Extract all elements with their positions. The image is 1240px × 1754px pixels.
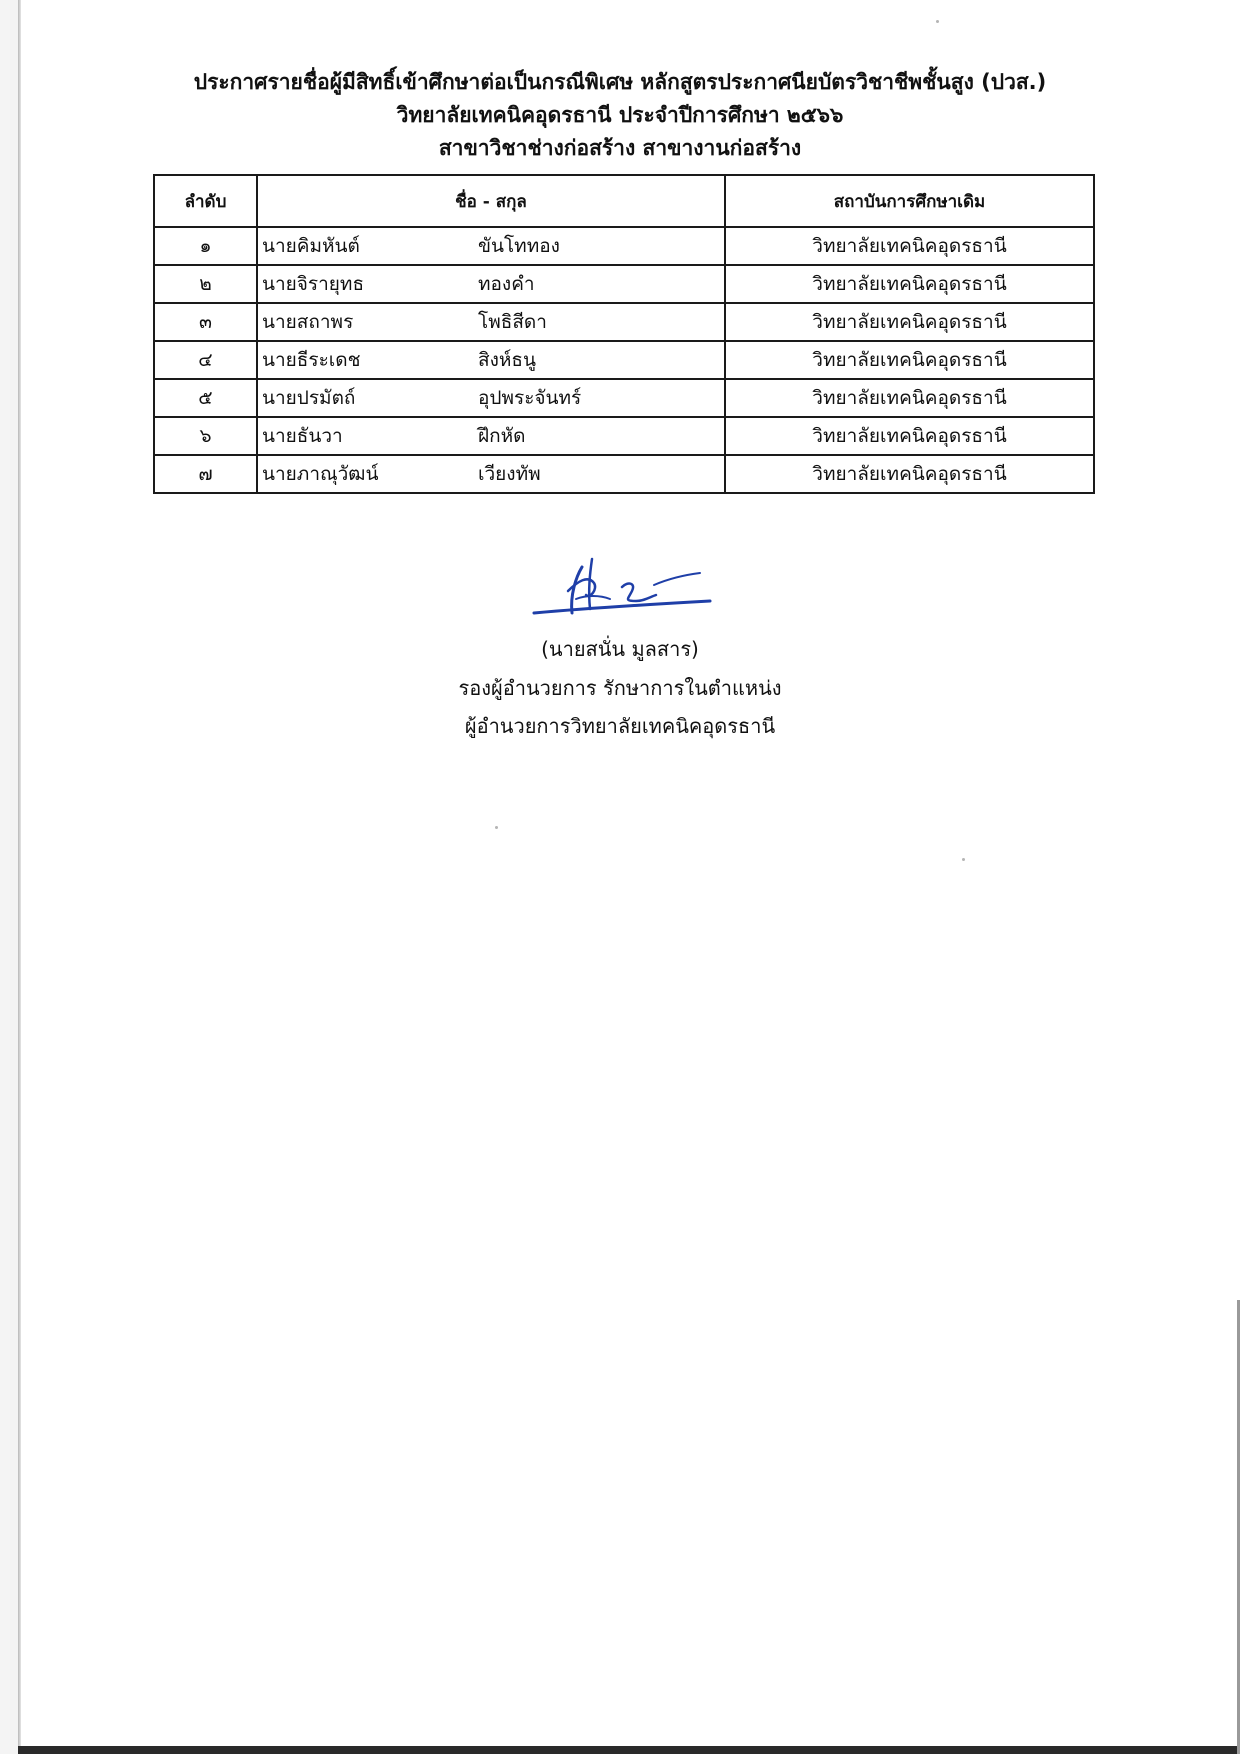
first-name: นายคิมหันต์	[262, 235, 360, 257]
first-name: นายภาณุวัฒน์	[262, 463, 379, 485]
row-seq: ๕	[154, 379, 257, 417]
last-name: ขันโททอง	[478, 235, 560, 257]
row-name	[257, 265, 725, 303]
row-institution: วิทยาลัยเทคนิคอุดรธานี	[725, 265, 1094, 303]
first-name: นายสถาพร	[262, 311, 354, 333]
row-name	[257, 227, 725, 265]
row-name	[257, 417, 725, 455]
last-name: สิงห์ธนู	[478, 349, 536, 371]
table-row	[154, 341, 1094, 379]
first-name: นายปรมัตถ์	[262, 387, 356, 409]
row-seq: ๒	[154, 265, 257, 303]
college-and-year: วิทยาลัยเทคนิคอุดรธานี ประจำปีการศึกษา ๒๕๖๖	[396, 103, 844, 127]
row-seq: ๔	[154, 341, 257, 379]
scan-speck	[936, 20, 939, 23]
row-seq: ๑	[154, 227, 257, 265]
last-name: ทองคำ	[478, 273, 535, 295]
row-institution: วิทยาลัยเทคนิคอุดรธานี	[725, 379, 1094, 417]
row-institution: วิทยาลัยเทคนิคอุดรธานี	[725, 303, 1094, 341]
header-institution: สถาบันการศึกษาเดิม	[725, 175, 1094, 227]
table-header-row	[154, 175, 1094, 227]
announcement-title: ประกาศรายชื่อผู้มีสิทธิ์เข้าศึกษาต่อเป็นกรณีพิเศษ หลักสูตรประกาศนียบัตรวิชาชีพชั้นสูง (ปวส.)	[193, 70, 1047, 94]
first-name: นายจิรายุทธ	[262, 273, 365, 295]
program-field: สาขาวิชาช่างก่อสร้าง สาขางานก่อสร้าง	[438, 136, 802, 160]
row-seq: ๖	[154, 417, 257, 455]
signature-mark	[528, 555, 718, 625]
row-seq: ๓	[154, 303, 257, 341]
header-seq: ลำดับ	[154, 175, 257, 227]
signatory-name: (นายสนั่น มูลสาร)	[541, 637, 699, 661]
last-name: โพธิสีดา	[478, 311, 547, 333]
table-row	[154, 303, 1094, 341]
header-name: ชื่อ - สกุล	[257, 175, 725, 227]
row-name	[257, 455, 725, 493]
row-name	[257, 303, 725, 341]
scan-edge-bottom	[18, 1746, 1240, 1754]
row-institution: วิทยาลัยเทคนิคอุดรธานี	[725, 417, 1094, 455]
first-name: นายธีระเดช	[262, 349, 361, 371]
table-row	[154, 265, 1094, 303]
table-row	[154, 417, 1094, 455]
eligible-students-table	[153, 174, 1095, 494]
scan-margin	[0, 0, 18, 1754]
row-institution: วิทยาลัยเทคนิคอุดรธานี	[725, 341, 1094, 379]
last-name: เวียงทัพ	[478, 463, 541, 485]
table-row	[154, 379, 1094, 417]
row-name	[257, 379, 725, 417]
scan-speck	[495, 826, 498, 829]
row-institution: วิทยาลัยเทคนิคอุดรธานี	[725, 455, 1094, 493]
row-name	[257, 341, 725, 379]
last-name: ฝึกหัด	[478, 425, 526, 447]
table-row	[154, 455, 1094, 493]
last-name: อุปพระจันทร์	[478, 387, 582, 409]
table-row	[154, 227, 1094, 265]
signatory-title: ผู้อำนวยการวิทยาลัยเทคนิคอุดรธานี	[464, 714, 776, 738]
first-name: นายธันวา	[262, 425, 343, 447]
scan-speck	[962, 858, 965, 861]
row-seq: ๗	[154, 455, 257, 493]
row-institution: วิทยาลัยเทคนิคอุดรธานี	[725, 227, 1094, 265]
scan-edge-left	[18, 0, 21, 1754]
signatory-position: รองผู้อำนวยการ รักษาการในตำแหน่ง	[458, 676, 782, 700]
